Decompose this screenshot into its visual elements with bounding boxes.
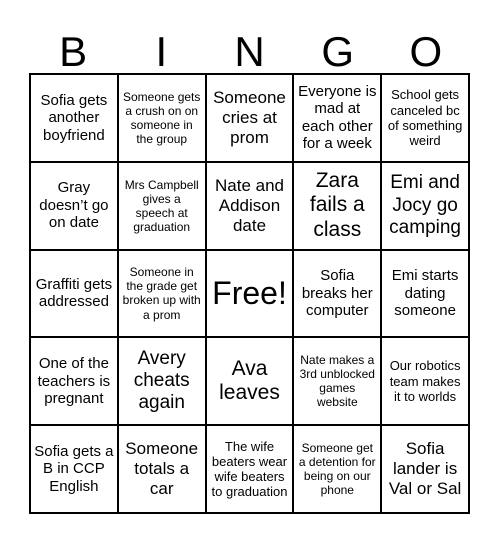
bingo-cell[interactable]: Our robotics team makes it to worlds — [381, 337, 469, 425]
bingo-cell[interactable]: School gets canceled bc of something weird — [381, 74, 469, 162]
bingo-cell[interactable]: Everyone is mad at each other for a week — [293, 74, 381, 162]
bingo-cell[interactable]: Emi starts dating someone — [381, 250, 469, 338]
bingo-cell[interactable]: Nate and Addison date — [206, 162, 294, 250]
bingo-cell[interactable]: Sofia lander is Val or Sal — [381, 425, 469, 513]
bingo-cell[interactable]: The wife beaters wear wife beaters to graduation — [206, 425, 294, 513]
bingo-cell[interactable]: Avery cheats again — [118, 337, 206, 425]
bingo-cell[interactable]: Emi and Jocy go camping — [381, 162, 469, 250]
bingo-cell-free[interactable]: Free! — [206, 250, 294, 338]
header-letter-i: I — [155, 28, 168, 75]
bingo-cell[interactable]: Someone in the grade get broken up with a prom — [118, 250, 206, 338]
bingo-cell[interactable]: Someone cries at prom — [206, 74, 294, 162]
bingo-cell[interactable]: Someone totals a car — [118, 425, 206, 513]
header-letter-b: B — [59, 28, 88, 75]
bingo-header — [29, 24, 470, 80]
bingo-cell[interactable]: Zara fails a class — [293, 162, 381, 250]
bingo-cell[interactable]: Mrs Campbell gives a speech at graduation — [118, 162, 206, 250]
bingo-cell[interactable]: Someone get a detention for being on our phone — [293, 425, 381, 513]
bingo-cell[interactable]: Sofia gets another boyfriend — [30, 74, 118, 162]
header-letter-g: G — [321, 28, 355, 75]
bingo-cell[interactable]: Someone gets a crush on on someone in the group — [118, 74, 206, 162]
bingo-cell[interactable]: Gray doesn’t go on date — [30, 162, 118, 250]
bingo-cell[interactable]: Nate makes a 3rd unblocked games website — [293, 337, 381, 425]
bingo-cell[interactable]: Sofia gets a B in CCP English — [30, 425, 118, 513]
header-letter-n: N — [234, 28, 265, 75]
bingo-cell[interactable]: One of the teachers is pregnant — [30, 337, 118, 425]
bingo-board — [29, 73, 470, 514]
header-letter-o: O — [409, 28, 443, 75]
bingo-cell[interactable]: Sofia breaks her computer — [293, 250, 381, 338]
bingo-cell[interactable]: Ava leaves — [206, 337, 294, 425]
bingo-cell[interactable]: Graffiti gets addressed — [30, 250, 118, 338]
